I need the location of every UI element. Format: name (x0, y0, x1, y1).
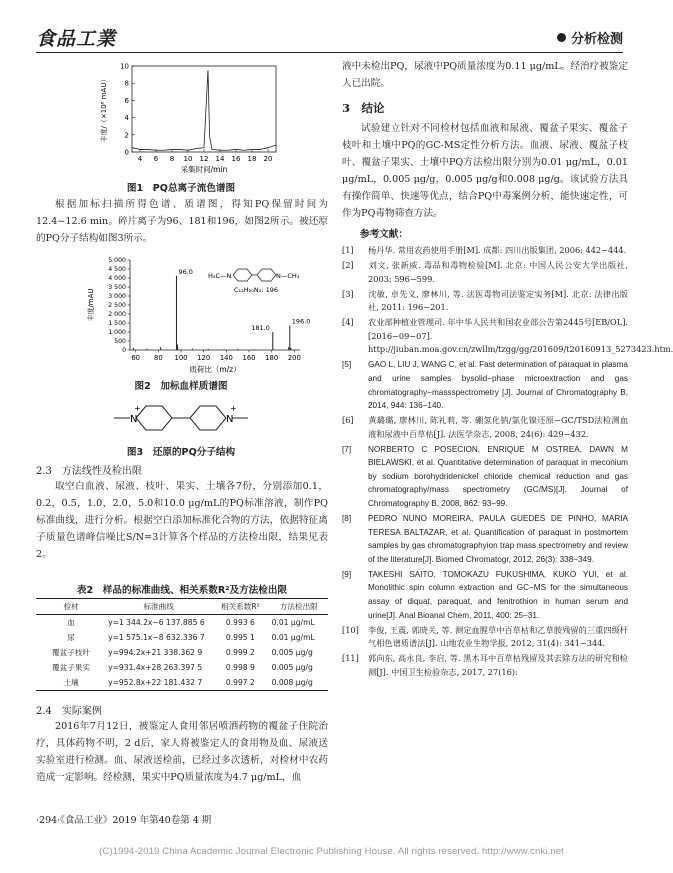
structure-right-label: N—CH₃ (276, 272, 300, 280)
paraquat-structure (106, 394, 286, 442)
table-cell: y=994.2x+21 338.362 9 (108, 648, 203, 657)
section-2-3-heading: 2.3 方法线性及检出限 (36, 466, 142, 477)
x-axis-label: 质荷比（m/z） (189, 365, 241, 374)
table-cell: y=1 575.1x−8 632.336 7 (108, 633, 205, 642)
reference-text: 李俊, 王震, 郭晓关, 等. 测定血腥草中百草枯和乙草胺残留的三重四级杆气相色谱质谱法[J]. 山地农业生物学报, 2012, 31(4): 341−344. (368, 624, 628, 649)
reference-number: [7] (342, 444, 352, 454)
table-cell: 0.01 μg/mL (271, 633, 315, 642)
section-2-4-paragraph: 2016年7月12日，被鉴定人食用邻居喷洒药物的覆盆子住院治疗，具体药物不明，2 d后，家人将被鉴定人的食用物及血、尿液送实验室进行检测。血、尿液送检前，已经过多次透析，对检材中农药造成一定影响。经检测，果实中PQ质量浓度为4.7 μg/mL，血 (36, 721, 328, 783)
table-2 (36, 598, 328, 691)
table-cell: 0.997 2 (211, 675, 269, 691)
figure-1-chart (96, 58, 286, 178)
reference-list (342, 244, 673, 681)
reference-number: [6] (342, 415, 354, 426)
figure-2-chart (86, 254, 311, 376)
x-tick-label: 10 (183, 155, 193, 163)
table-cell: 0.005 μg/g (271, 663, 313, 672)
figure-1 (96, 58, 286, 178)
figure-1-caption: 图1 PQ总离子流色谱图 (126, 183, 236, 194)
x-tick-label: 60 (131, 354, 140, 362)
reference-item (342, 316, 673, 357)
table-header-cell: 相关系数R² (211, 599, 269, 615)
table-cell: 0.005 μg/g (271, 648, 313, 657)
journal-logo: 食品工業 (36, 28, 117, 50)
y-tick-label: 0 (124, 148, 129, 157)
reference-item (342, 568, 628, 622)
table-cell: 血 (67, 618, 75, 627)
reference-number: [4] (342, 317, 354, 328)
reference-number: [8] (342, 514, 352, 524)
figure-3-caption: 图3 还原的PQ分子结构 (126, 447, 236, 458)
table-row (36, 630, 328, 645)
copyright-notice: (C)1994-2019 China Academic Journal Electronic Publishing House. All rights reserved. http://www.cnki.net (99, 846, 564, 857)
table-cell: 覆盆子果实 (52, 663, 91, 672)
x-tick-label: 160 (242, 354, 256, 362)
table-cell: y=952.8x+22 181.432 7 (106, 675, 211, 691)
y-tick-label: 8 (124, 79, 129, 88)
reference-text: 刘文, 张新威. 毒品和毒物检验[M]. 北京: 中国人民公安大学出版社, 2003: 596−599. (368, 259, 628, 284)
reference-item (342, 443, 628, 511)
bullet-icon (557, 33, 566, 42)
peak-label: 196.0 (291, 317, 311, 326)
reference-item (342, 244, 628, 258)
reference-item (342, 259, 628, 286)
x-tick-label: 20 (263, 155, 273, 163)
n-left-charge: + (134, 404, 141, 413)
x-tick-label: 6 (153, 155, 159, 163)
chromatogram-line (132, 70, 276, 150)
peak-label: 96.0 (178, 267, 193, 276)
reference-text: 杨丹华. 常用农药使用手册[M]. 成都: 四川出版集团, 2006: 442−444. (368, 245, 627, 255)
table-cell: 0.998 9 (225, 663, 255, 672)
y-tick-label: 6 (124, 96, 129, 105)
section-2-4-heading: 2.4 实际案例 (36, 706, 102, 717)
y-tick-label: 500 (114, 338, 126, 346)
n-right-label: N (226, 414, 234, 425)
x-tick-label: 14 (215, 155, 225, 163)
x-tick-label: 16 (231, 155, 241, 163)
reference-item (342, 512, 628, 566)
section-3-heading: 3 结论 (342, 101, 385, 115)
x-tick-label: 18 (247, 155, 257, 163)
x-axis-label: 采集时间/min (180, 165, 228, 174)
page-footer: ·294·《食品工业》2019 年第40卷第 4 期 (36, 815, 212, 826)
table-header-row (36, 599, 328, 615)
table-cell: y=1 344.2x−6 137.885 6 (108, 618, 205, 627)
reference-text: TAKESHI SAITO, TOMOKAZU FUKUSHIMA, KUKO YUI, et al. Monolithic spin column extraction and GC−MS for the simultaneous assay of diquat, paraquat, and fenitrothion in human serum and urine[J]. Anal Bioanal Chem, 2011, 400: 25−31. (368, 569, 628, 620)
paragraph-retention: 根据加标扫描所得色谱、质谱图，得知PQ保留时间为12.4~12.6 min。碎片离子为96、181和196，如图2所示。被还原的PQ分子结构如图3所示。 (36, 199, 328, 244)
reference-text: 郭向东, 高永良, 李启, 等. 黑木耳中百草枯残留及其去除方法的研究和检测[J]. 中国卫生检验杂志, 2017, 27(16): (368, 653, 628, 677)
y-axis-label: 丰度/mAU (87, 288, 95, 322)
table-cell: 0.993 6 (225, 618, 255, 627)
conclusion-paragraph: 试验建立针对不同检材包括血液和尿液、覆盆子果实、覆盆子枝叶和土壤中PQ的GC-MS定性分析方法。血液、尿液、覆盆子枝叶、覆盆子果实、土壤中PQ方法检出限分别为0.01 μg/mL，0.01 μg/mL，0.005 μg/g，0.005 μg/g和0.008 μg/g。该试验方法具有操作简单、快速等优点，结合PQ中毒案例分析，能快速定性，可作为PQ毒物筛查方法。 (342, 123, 628, 219)
reference-text: 黄璐璐, 廖林川, 陈礼莉, 等. 硼氢化钠/氯化镍还原−GC/TSD法检测血液和尿液中百草枯[J]. 法医学杂志, 2008, 24(6): 429−432. (368, 415, 628, 439)
section-label (557, 28, 623, 47)
table-row (36, 645, 328, 660)
table-header-cell: 方法检出限 (270, 599, 328, 615)
structure-inset (208, 269, 300, 294)
n-left-label: N (130, 414, 138, 425)
figure-3 (106, 394, 286, 442)
x-tick-label: 12 (199, 155, 209, 163)
y-tick-label: 1 500 (108, 320, 126, 328)
table-header-cell: 检材 (36, 599, 106, 615)
reference-item (342, 288, 628, 315)
n-right-charge: + (230, 404, 237, 413)
x-tick-label: 80 (154, 354, 163, 362)
y-axis-label: 丰度/（×10⁶ mAU） (100, 75, 108, 143)
x-tick-label: 120 (197, 354, 211, 362)
reference-text: GAO L, LIU J, WANG C, et al. Fast determination of paraquat in plasma and urine samples bysolid−phase microextraction and gas chromatography−massspectrometry [J]. Journal of Chromatography B, 2014, 944: 136−140. (368, 360, 628, 411)
y-tick-label: 5 000 (108, 257, 126, 265)
table-cell: 覆盆子枝叶 (52, 648, 91, 657)
table-cell: y=931.4x+28 263.397 5 (108, 663, 203, 672)
y-tick-label: 2 500 (108, 302, 126, 310)
reference-text: NORBERTO C POSECION, ENRIQUE M OSTREA, DAWN M BIELAWSKI, et al. Quantitative determination of paraquat in meconium by sodium borohydridenickel chloride chemical reduction and gas chromatography/mass spectrometry (GC/MS)[J]. Journal of Chromatography B, 2008, 862: 93−99. (368, 444, 628, 509)
section-label-text: 分析检测 (570, 32, 623, 47)
reference-item (342, 414, 628, 441)
x-tick-label: 200 (287, 354, 301, 362)
y-tick-label: 0 (122, 347, 126, 355)
table-cell: 0.999 2 (225, 648, 255, 657)
y-tick-label: 4 000 (108, 275, 126, 283)
y-tick-label: 1 000 (108, 329, 126, 337)
table-cell: 0.995 1 (225, 633, 255, 642)
case-continuation: 液中未检出PQ，尿液中PQ质量浓度为0.11 μg/mL。经治疗被鉴定人已出院。 (342, 61, 628, 89)
ring-right (257, 269, 276, 281)
y-tick-label: 10 (120, 62, 129, 71)
formula-label: C₁₂H₂₀N₂: 196 (234, 286, 278, 294)
structure-left-label: H₃C—N (208, 272, 232, 280)
section-2-3-paragraph: 取空白血液、尿液、枝叶、果实、土壤各7份，分别添加0.1，0.2，0.5，1.0，2.0，5.0和10.0 μg/mL的PQ标准溶液，制作PQ标准曲线，进行分析。根据空白添加标准化合物的方法，依据特征离子质量色谱峰信噪比S/N=3计算各个样品的方法检出限，结果见表2。 (36, 481, 328, 560)
reference-item (342, 624, 628, 651)
y-tick-label: 2 000 (108, 311, 126, 319)
reference-item (342, 358, 628, 412)
y-tick-label: 3 500 (108, 284, 126, 292)
header-rule (36, 52, 623, 53)
reference-number: [11] (342, 653, 359, 664)
reference-text: 农业部种植业管理司. 年中华人民共和国农业部公告第2445号[EB/OL]. [2016−09−07]. http://jiuban.moa.gov.cn/zwllm/tzgg/gg/201609/t20160913_5273423.htm. (368, 317, 673, 355)
reference-number: [2] (342, 259, 354, 270)
figure-2 (86, 254, 311, 376)
reference-number: [10] (342, 624, 359, 635)
reference-number: [1] (342, 245, 354, 255)
y-tick-label: 3 000 (108, 293, 126, 301)
table-row (36, 675, 328, 691)
table-row (36, 615, 328, 631)
y-tick-label: 4 (124, 114, 129, 123)
x-tick-label: 100 (174, 354, 188, 362)
reference-number: [3] (342, 288, 354, 299)
table-cell: 土壤 (36, 675, 106, 691)
plot-frame (132, 66, 276, 152)
ring-left (233, 269, 252, 281)
figure-2-caption: 图2 加标血样质谱图 (134, 381, 228, 392)
x-tick-label: 180 (265, 354, 279, 362)
y-tick-label: 2 (124, 131, 129, 140)
reference-text: PEDRO NUNO MOREIRA, PAULA GUEDES DE PINHO, MARIA TERESA BALTAZAR, et al. Quantification of paraquat in postmortem samples by gas chromatographyion trap mass spectrometry and review of the literature[J]. Biomed Chromatogr, 2012, 26(3): 338−349. (368, 514, 628, 564)
table-row (36, 660, 328, 675)
table-cell: 0.01 μg/mL (271, 618, 315, 627)
table-2-caption: 表2 样品的标准曲线、相关系数R²及方法检出限 (76, 585, 288, 596)
reference-item (342, 652, 628, 679)
table-cell: 尿 (67, 633, 75, 642)
y-tick-label: 4 500 (108, 266, 126, 274)
table-cell: 0.008 μg/g (270, 675, 328, 691)
reference-number: [9] (342, 569, 352, 579)
references-heading: 参考文献： (360, 229, 408, 240)
reference-text: 沈敏, 卓先义, 廖林川, 等. 法医毒物司法鉴定实务[M]. 北京: 法律出版社, 2011: 196−201. (368, 288, 628, 313)
peak-label: 181.0 (251, 324, 270, 332)
x-tick-label: 4 (137, 155, 143, 163)
table-header-cell: 标准曲线 (106, 599, 211, 615)
reference-number: [5] (342, 360, 352, 370)
x-tick-label: 8 (169, 155, 175, 163)
x-tick-label: 140 (219, 354, 233, 362)
